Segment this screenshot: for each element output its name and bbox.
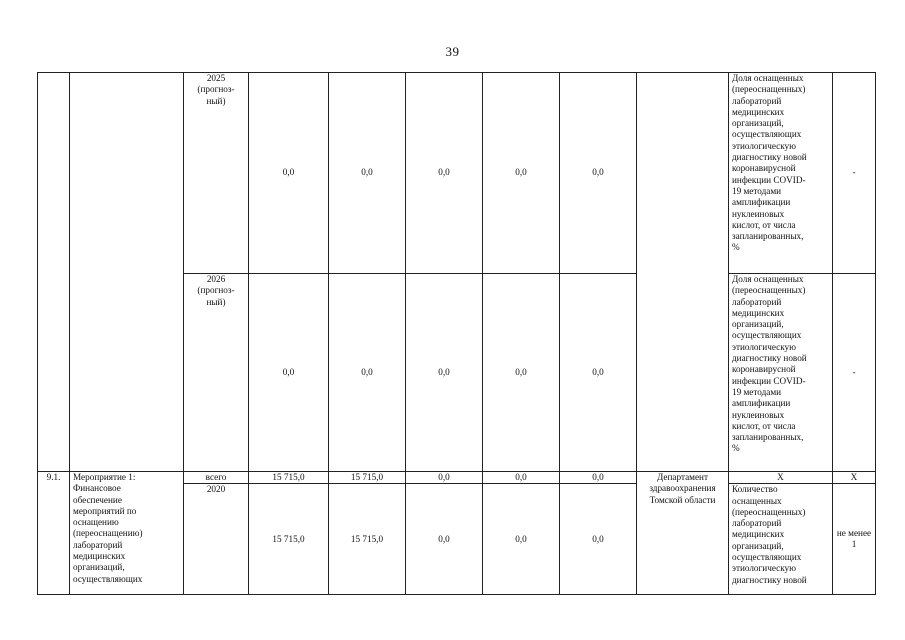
program-activities-table: [37, 72, 876, 595]
activity-name: Мероприятие 1: Финансовое обеспечение мероприятий по оснащению (переоснащению) лабораторий медицинских организаций, осуществляющих: [70, 472, 184, 595]
target-cell: X: [833, 472, 876, 484]
value-cell: 0,0: [560, 472, 637, 484]
value-cell: 15 715,0: [249, 472, 329, 484]
period-cell: 2020: [184, 484, 249, 595]
executor-cell-empty: [637, 73, 729, 472]
value-cell: 0,0: [329, 73, 406, 274]
value-cell: 15 715,0: [249, 484, 329, 595]
value-cell: 15 715,0: [329, 472, 406, 484]
target-cell: -: [833, 73, 876, 274]
target-cell: не менее 1: [833, 484, 876, 595]
table-row-2025: [38, 73, 876, 274]
value-cell: 0,0: [406, 73, 483, 274]
value-cell: 15 715,0: [329, 484, 406, 595]
indicator-cell: X: [729, 472, 833, 484]
period-cell: всего: [184, 472, 249, 484]
value-cell: 0,0: [406, 274, 483, 472]
num-cell-empty: [38, 73, 70, 472]
name-cell-empty: [70, 73, 184, 472]
value-cell: 0,0: [483, 484, 560, 595]
period-cell: 2026 (прогноз- ный): [184, 274, 249, 472]
target-cell: -: [833, 274, 876, 472]
page-number: 39: [445, 44, 460, 59]
value-cell: 0,0: [483, 73, 560, 274]
period-cell: 2025 (прогноз- ный): [184, 73, 249, 274]
value-cell: 0,0: [560, 484, 637, 595]
value-cell: 0,0: [483, 274, 560, 472]
value-cell: 0,0: [329, 274, 406, 472]
indicator-cell: Доля оснащенных (переоснащенных) лабораторий медицинских организаций, осуществляющих этиологическую диагностику новой коронавирусной инфекции COVID- 19 методами амплификации нуклеиновых кислот, от числа запланированных, %: [729, 73, 833, 274]
value-cell: 0,0: [483, 472, 560, 484]
value-cell: 0,0: [249, 274, 329, 472]
item-number: 9.1.: [38, 472, 70, 595]
value-cell: 0,0: [406, 484, 483, 595]
executor-cell: Департамент здравоохранения Томской области: [637, 472, 729, 595]
indicator-cell: Количество оснащенных (переоснащенных) лабораторий медицинских организаций, осуществляющих этиологическую диагностику новой: [729, 484, 833, 595]
table-row-total: [38, 472, 876, 484]
value-cell: 0,0: [406, 472, 483, 484]
indicator-cell: Доля оснащенных (переоснащенных) лабораторий медицинских организаций, осуществляющих этиологическую диагностику новой коронавирусной инфекции COVID- 19 методами амплификации нуклеиновых кислот, от числа запланированных, %: [729, 274, 833, 472]
value-cell: 0,0: [249, 73, 329, 274]
value-cell: 0,0: [560, 274, 637, 472]
value-cell: 0,0: [560, 73, 637, 274]
